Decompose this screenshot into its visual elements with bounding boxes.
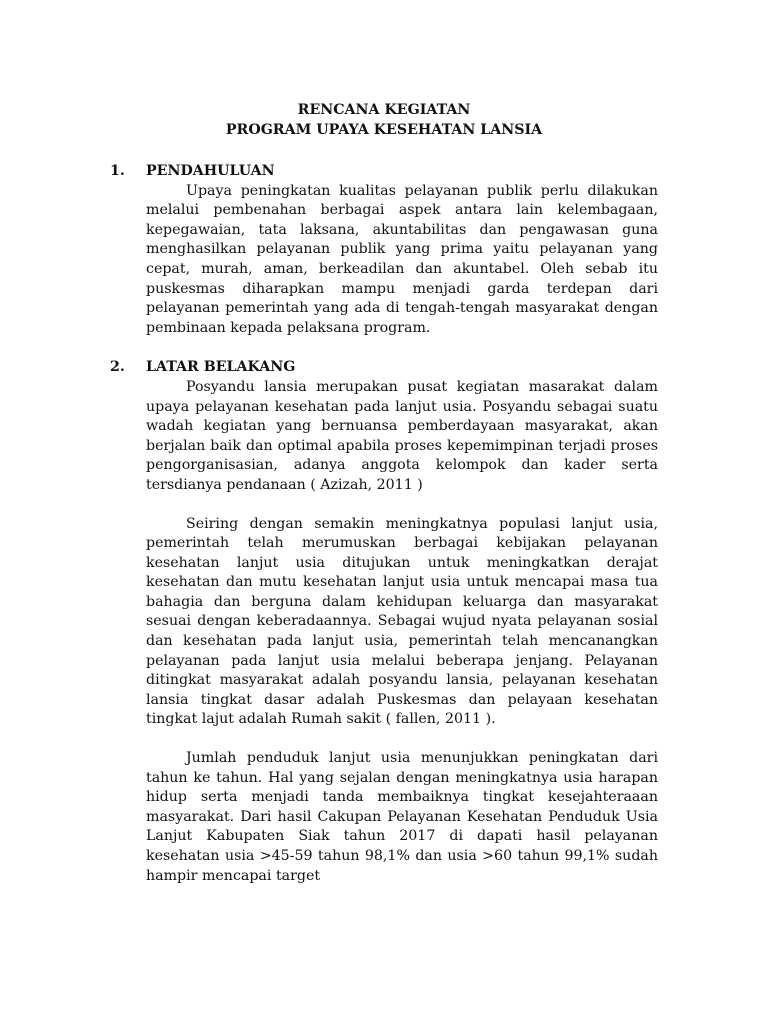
paragraph: Seiring dengan semakin meningkatnya populasi lanjut usia, pemerintah telah merumuskan berbagai kebijakan pelayanan kesehatan lanjut usia ditujukan untuk meningkatkan derajat kesehatan dan mutu kesehatan lanjut usia untuk mencapai masa tua bahagia dan berguna dalam kehidupan keluarga dan masyarakat sesuai dengan keberadaannya. Sebagai wujud nyata pelayanan sosial dan kesehatan pada lanjut usia, pemerintah telah mencanangkan pelayanan pada lanjut usia melalui beberapa jenjang. Pelayanan ditingkat masyarakat adalah posyandu lansia, pelayanan kesehatan lansia tingkat dasar adalah Puskesmas dan pelayaan kesehatan tingkat lajut adalah Rumah sakit ( fallen, 2011 ). bbox=[146, 515, 658, 728]
section-pendahuluan bbox=[110, 162, 658, 338]
section-heading: LATAR BELAKANG bbox=[146, 359, 296, 376]
document-subtitle: PROGRAM UPAYA KESEHATAN LANSIA bbox=[225, 122, 543, 138]
section-heading: PENDAHULUAN bbox=[146, 163, 275, 179]
paragraph: Upaya peningkatan kualitas pelayanan publik perlu dilakukan melalui pembenahan berbagai aspek antara lain kelembagaan, kepegawaian, tata laksana, akuntabilitas dan pengawasan guna menghasilkan pelayanan publik yang prima yaitu pelayanan yang cepat, murah, aman, berkeadilan dan akuntabel. Oleh sebab itu puskesmas diharapkan mampu menjadi garda terdepan dari pelayanan pemerintah yang ada di tengah-tengah masyarakat dengan pembinaan kepada pelaksana program. bbox=[146, 182, 658, 336]
section-number: 2. bbox=[110, 359, 125, 376]
paragraph: Posyandu lansia merupakan pusat kegiatan masarakat dalam upaya pelayanan kesehatan pada lanjut usia. Posyandu sebagai suatu wadah kegiatan yang bernuansa pemberdayaan masyarakat, akan berjalan baik dan optimal apabila proses kepemimpinan terjadi proses pengorganisasian, adanya anggota kelompok dan kader serta tersdianya pendanaan ( Azizah, 2011 ) bbox=[146, 378, 658, 493]
paragraph: Jumlah penduduk lanjut usia menunjukkan peningkatan dari tahun ke tahun. Hal yang sejalan dengan meningkatnya usia harapan hidup serta menjadi tanda membaiknya tingkat kesejahteraaan masyarakat. Dari hasil Cakupan Pelayanan Kesehatan Penduduk Usia Lanjut Kabupaten Siak tahun 2017 di dapati hasil pelayanan kesehatan usia >45-59 tahun 98,1% dan usia >60 tahun 99,1% sudah hampir mencapai target bbox=[146, 750, 658, 884]
section-number: 1. bbox=[110, 163, 125, 179]
document-title: RENCANA KEGIATAN bbox=[297, 102, 471, 118]
section-latar-belakang bbox=[110, 358, 658, 886]
